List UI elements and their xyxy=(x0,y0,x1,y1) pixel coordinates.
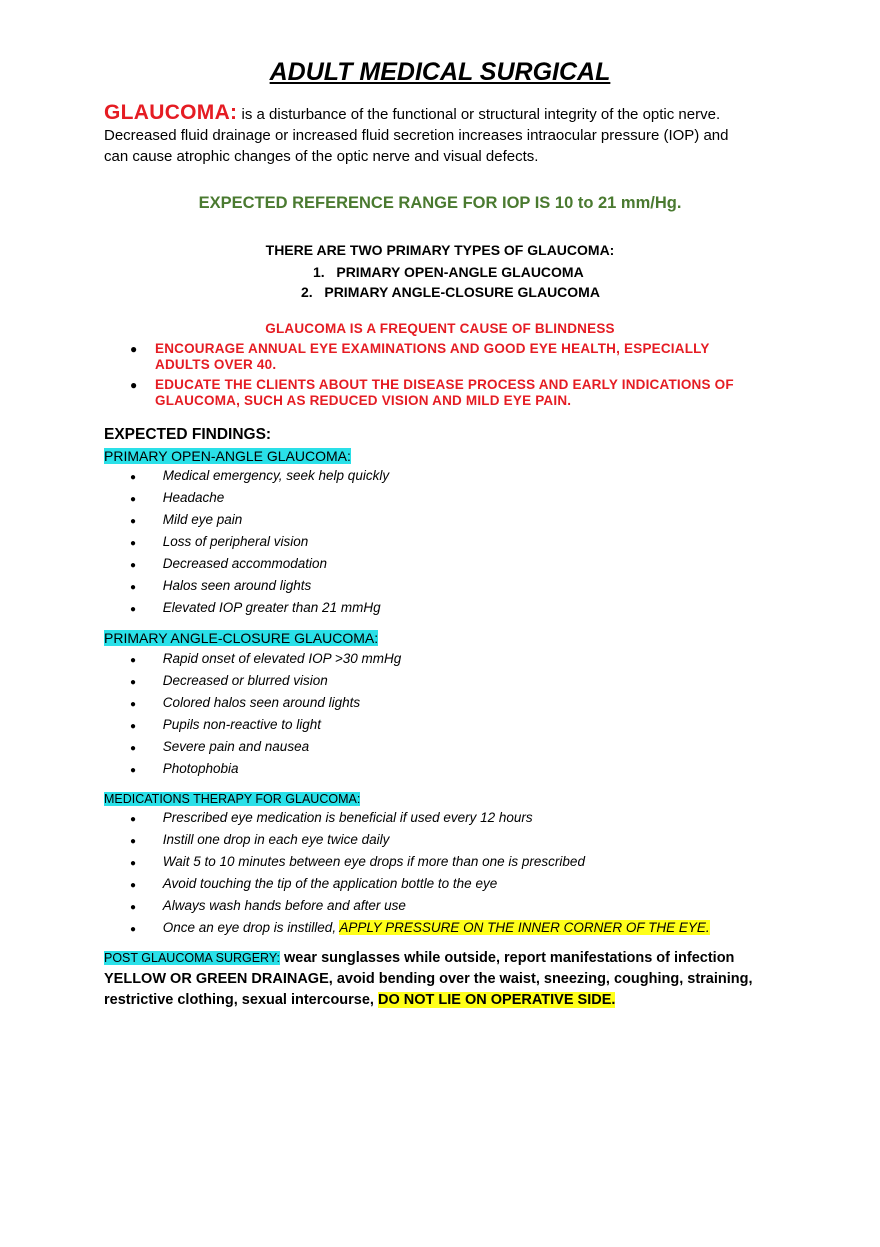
blindness-bullet-2-line-1: EDUCATE THE CLIENTS ABOUT THE DISEASE PROCESS AND EARLY INDICATIONS OF xyxy=(155,377,734,392)
types-item-1 xyxy=(313,262,584,282)
bullet-icon: ● xyxy=(130,765,137,776)
open-angle-heading: PRIMARY OPEN-ANGLE GLAUCOMA: xyxy=(104,448,351,464)
post-surgery-text-1: wear sunglasses while outside, report manifestations of infection xyxy=(279,950,735,966)
list-item: ● Rapid onset of elevated IOP >30 mmHg xyxy=(130,651,402,666)
post-surgery-paragraph xyxy=(104,948,784,1011)
blindness-bullet-1-line-2: ADULTS OVER 40. xyxy=(155,357,277,372)
bullet-icon: ● xyxy=(130,836,137,847)
list-item: ● Once an eye drop is instilled, APPLY PRESSURE ON THE INNER CORNER OF THE EYE. xyxy=(130,920,710,935)
post-surgery-text-3: restrictive clothing, sexual intercourse, xyxy=(104,992,378,1008)
angle-closure-list xyxy=(130,649,401,781)
bullet-icon: ● xyxy=(130,924,137,935)
bullet-icon: ● xyxy=(130,582,137,593)
list-item: ● Mild eye pain xyxy=(130,512,243,527)
page-title: ADULT MEDICAL SURGICAL xyxy=(269,58,611,86)
medications-heading: MEDICATIONS THERAPY FOR GLAUCOMA: xyxy=(104,792,361,806)
post-surgery-label: POST GLAUCOMA SURGERY: xyxy=(104,951,280,965)
post-surgery-text-2: YELLOW OR GREEN DRAINAGE, avoid bending over the waist, sneezing, coughing, straining, xyxy=(104,971,753,987)
list-item: ● Decreased accommodation xyxy=(130,556,328,571)
bullet-icon: ● xyxy=(130,814,137,825)
list-item: ● Avoid touching the tip of the application bottle to the eye xyxy=(130,876,498,891)
list-item: ● Loss of peripheral vision xyxy=(130,534,309,549)
bullet-icon: ● xyxy=(130,858,137,869)
bullet-icon: ● xyxy=(130,699,137,710)
types-item-label: PRIMARY OPEN-ANGLE GLAUCOMA xyxy=(336,264,584,280)
medications-list xyxy=(130,808,710,940)
list-item: ● Prescribed eye medication is beneficial if used every 12 hours xyxy=(130,810,533,825)
list-item: ● Headache xyxy=(130,490,225,505)
bullet-icon: ● xyxy=(130,721,137,732)
definition-line-3: can cause atrophic changes of the optic nerve and visual defects. xyxy=(104,148,539,165)
types-item-number: 2. xyxy=(301,284,313,300)
list-item: ● Pupils non-reactive to light xyxy=(130,717,322,732)
list-item: ● Elevated IOP greater than 21 mmHg xyxy=(130,600,381,615)
bullet-icon: ● xyxy=(130,902,137,913)
open-angle-section xyxy=(104,446,351,466)
bullet-icon: ● xyxy=(130,378,138,392)
blindness-bullet-2-line-2: GLAUCOMA, SUCH AS REDUCED VISION AND MILD EYE PAIN. xyxy=(155,393,572,408)
definition-line-1: is a disturbance of the functional or structural integrity of the optic nerve. xyxy=(237,106,721,123)
types-item-2 xyxy=(301,282,600,302)
angle-closure-section xyxy=(104,628,378,648)
bullet-icon: ● xyxy=(130,743,137,754)
list-item: ● Medical emergency, seek help quickly xyxy=(130,468,390,483)
bullet-icon: ● xyxy=(130,560,137,571)
bullet-icon: ● xyxy=(130,494,137,505)
list-item: ● Always wash hands before and after use xyxy=(130,898,406,913)
bullet-icon: ● xyxy=(130,538,137,549)
list-item: ● Severe pain and nausea xyxy=(130,739,310,754)
operative-side-highlight: DO NOT LIE ON OPERATIVE SIDE. xyxy=(378,992,616,1008)
types-heading: THERE ARE TWO PRIMARY TYPES OF GLAUCOMA: xyxy=(265,242,615,258)
medications-section xyxy=(104,790,360,808)
angle-closure-heading: PRIMARY ANGLE-CLOSURE GLAUCOMA: xyxy=(104,630,379,646)
bullet-icon: ● xyxy=(130,677,137,688)
blindness-bullet-1-line-1: ENCOURAGE ANNUAL EYE EXAMINATIONS AND GOOD EYE HEALTH, ESPECIALLY xyxy=(155,341,710,356)
glaucoma-term: GLAUCOMA: xyxy=(104,101,238,124)
list-item: ● Halos seen around lights xyxy=(130,578,312,593)
bullet-icon: ● xyxy=(130,880,137,891)
pressure-highlight: APPLY PRESSURE ON THE INNER CORNER OF THE EYE. xyxy=(339,920,710,935)
findings-heading: EXPECTED FINDINGS: xyxy=(104,426,272,443)
reference-range: EXPECTED REFERENCE RANGE FOR IOP IS 10 to 21 mm/Hg. xyxy=(198,194,682,212)
list-item: ● Instill one drop in each eye twice daily xyxy=(130,832,390,847)
types-item-label: PRIMARY ANGLE-CLOSURE GLAUCOMA xyxy=(324,284,600,300)
list-item: ● Wait 5 to 10 minutes between eye drops if more than one is prescribed xyxy=(130,854,585,869)
definition-line-2: Decreased fluid drainage or increased fluid secretion increases intraocular pressure (IOP) and xyxy=(104,127,729,144)
bullet-icon: ● xyxy=(130,342,138,356)
blindness-heading: GLAUCOMA IS A FREQUENT CAUSE OF BLINDNESS xyxy=(265,321,615,336)
bullet-icon: ● xyxy=(130,472,137,483)
glaucoma-definition xyxy=(104,102,776,167)
list-item: ● Decreased or blurred vision xyxy=(130,673,328,688)
bullet-icon: ● xyxy=(130,604,137,615)
bullet-icon: ● xyxy=(130,516,137,527)
open-angle-list xyxy=(130,466,389,620)
list-item: ● Photophobia xyxy=(130,761,239,776)
types-item-number: 1. xyxy=(313,264,325,280)
bullet-icon: ● xyxy=(130,655,137,666)
list-item: ● Colored halos seen around lights xyxy=(130,695,361,710)
